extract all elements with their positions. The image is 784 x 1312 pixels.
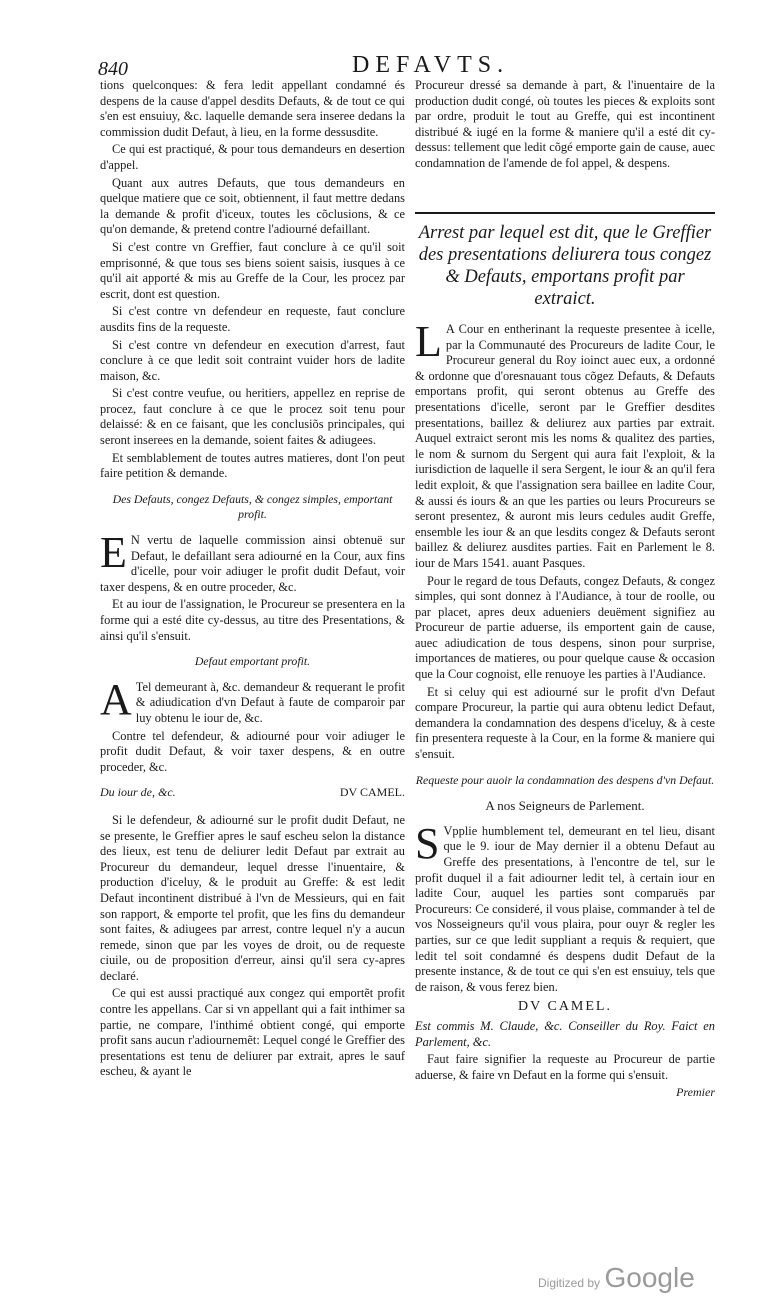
page-number: 840 xyxy=(98,58,128,80)
google-logo: Google xyxy=(604,1262,695,1293)
paragraph: Faut faire signifier la requeste au Procureur de partie aduerse, & faire vn Defaut en la forme qui s'ensuit. xyxy=(415,1052,715,1082)
paragraph-text: Vpplie humblement tel, demeurant en tel lieu, disant que le 9. iour de May dernier il a obtenu Defaut au Greffe des presentations, à l'encontre de tel, sur le profit duquel il a fait adiourner ledit tel, à certain iour en ladite Cour, auquel les parties sont comparuës par Procureurs: Ce consideré, il vous plaise, commander à tel de vos Nosseigneurs qu'il vous plaira, pour ouyr & regler les parties, sur ce que ledit suppliant a requis & requiert, que ledit tel soit condamné és despens dudit Defaut de la presente instance, & de tout ce qui s'en est ensuiuy, tels que de raison, & vous ferez bien. xyxy=(415,823,715,994)
commission-note: Est commis M. Claude, &c. Conseiller du Roy. Faict en Parlement, &c. xyxy=(415,1018,715,1049)
paragraph-text: Tel demeurant à, &c. demandeur & requerant le profit & adiudication d'vn Defaut à faute de comparoir par luy obtenu le iour de, &c. xyxy=(135,679,405,725)
paragraph: Pour le regard de tous Defauts, congez Defauts, & congez simples, qui sont donnez à l'Audiance, à tour de roolle, ou par placet, apres deux adueniers deuëment signifiez au Procureur de partie aduerse, ils emportent gain de cause, auec adiudication de tous despens, sinon pour surprise, importances de matieres, ou pour quelque cause & occasion que la Cour cognoist, elle renuoye les parties à l'Audiance. xyxy=(415,573,715,682)
signature: DV CAMEL. xyxy=(339,785,405,800)
right-column-lower xyxy=(415,222,715,1101)
paragraph-text: A Cour en entherinant la requeste presentee à icelle, par la Communauté des Procureurs de ladite Cour, le Procureur general du Roy ioinct auec eux, a ordonné & ordonne que d'oresnauant tous cõgez Defauts, & Defauts emportans profit, qui seront obtenus au Greffe des presentations d'icelle, seront par le Greffier desdites presentations, baillez & deliurez aux parties par extrait. Auquel extraict seront mis les noms & qualitez des parties, le nom & surnom du Sergent qui aura fait l'exploit, & la iurisdiction de laquelle il sera Sergent, le iour & an qu'il fera ledit exploit, & que l'assignation sera baillee en ladite Cour, & aussi és iours & an que les parties ou leurs Procureurs se seront presentez, & auront mis leurs cedules audit Greffe, ensemble les iour & an que lesdits congez & Defauts seront baillez & deliurez ausdites parties. Fait en Parlement le 8. iour de Mars 1541. auant Pasques. xyxy=(415,322,715,570)
paragraph: tions quelconques: & fera ledit appellant condamné és despens de la cause d'appel desdits Defauts, & de tout ce qui s'en est ensuiuy, &c. laquelle demande sera inseree dedans la commission dudit Defaut, à lieu, en la forme dessusdite. xyxy=(100,78,405,139)
paragraph: Ce qui est aussi practiqué aux congez qui emportẽt profit contre les appellans. Car si vn appellant qui a fait inthimer sa partie, ne compare, l'inthimé obtient congé, qui emporte profit sans aucun r'adiournemẽt: Lequel congé le Greffier des presentations est tenu de deliurer par extrait, apres le sauf escheu, & ayant le xyxy=(100,986,405,1079)
paragraph xyxy=(100,674,405,727)
address-line: A nos Seigneurs de Parlement. xyxy=(485,798,645,814)
paragraph: Si c'est contre veufue, ou heritiers, appellez en reprise de procez, faut conclure à ce que le procez soit tenu pour delaissé: & en ce faisant, que les conclusiõs principales, qui seront inserees en la demande, soient faites & adiugees. xyxy=(100,386,405,448)
drop-cap: A xyxy=(100,674,132,724)
paragraph: Et au iour de l'assignation, le Procureur se presentera en la forme qui a esté dite cy-dessus, au titre des Presentations, & ainsi qu'il s'ensuit. xyxy=(100,597,405,643)
paragraph: Quant aux autres Defauts, que tous demandeurs en quelque matiere que ce soit, obtiennent, il faut mettre dedans la demande & profit d'iceux, toutes les cõclusions, & ce qu'on demande, & pretend contre l'adiourné defaillant. xyxy=(100,175,405,237)
catchword: Premier xyxy=(676,1085,715,1100)
running-title: DEFAVTS. xyxy=(352,52,510,78)
left-column xyxy=(100,78,405,1082)
paragraph: Contre tel defendeur, & adiourné pour voir adiuger le profit dudit Defaut, & voir taxer despens, & en outre proceder, &c. xyxy=(100,728,405,774)
paragraph xyxy=(415,818,715,996)
section-heading: Requeste pour auoir la condamnation des despens d'vn Defaut. xyxy=(415,772,715,787)
paragraph xyxy=(100,528,405,595)
right-column xyxy=(415,78,715,174)
drop-cap: L xyxy=(415,317,442,366)
arrest-title: Arrest par lequel est dit, que le Greffier des presentations deliurera tous congez & Defauts, emportans profit par extraict. xyxy=(418,223,712,309)
drop-cap: E xyxy=(100,528,127,578)
drop-cap: S xyxy=(415,818,440,868)
paragraph: Et si celuy qui est adiourné sur le profit d'vn Defaut compare Procureur, la partie qui aura obtenu ledict Defaut, demandera la condamnation des despens d'iceluy, & à ceste fin presentera requeste à la Cour, en la forme & maniere qui s'ensuit. xyxy=(415,684,715,762)
date-line: Du iour de, &c. xyxy=(100,785,176,800)
watermark-prefix: Digitized by xyxy=(538,1276,601,1290)
paragraph: Procureur dressé sa demande à part, & l'inuentaire de la production dudit congé, où toutes les pieces & exploits sont par ordre, produit le tout au Greffe, qui est incontinent distribué & iugé en la forme & maniere qu'il a esté dit cy-dessus: tellement que ledit cõgé emporte gain de cause, auec condamnation de l'amende de fol appel, & despens. xyxy=(415,78,716,170)
paragraph xyxy=(415,317,715,572)
paragraph: Et semblablement de toutes autres matieres, dont l'on peut faire petition & demande. xyxy=(100,450,405,481)
paragraph-text: N vertu de laquelle commission ainsi obtenuë sur Defaut, le defaillant sera adiourné en la Cour, aux fins d'icelle, pour voir adiuger le profit dudit Defaut, voir taxer despens, & en outre proceder, &c. xyxy=(100,533,405,594)
date-signature-line xyxy=(100,785,405,801)
paragraph: Ce qui est practiqué, & pour tous demandeurs en desertion d'appel. xyxy=(100,142,405,172)
paragraph: Si c'est contre vn Greffier, faut conclure à ce qu'il soit emprisonné, & que tous ses biens soient saisis, iusques à ce qu'il ait apporté & mis au Greffe de la Cour, les procez par escrit, dont est question. xyxy=(100,239,405,301)
paragraph: Si c'est contre vn defendeur en requeste, faut conclure ausdits fins de la requeste. xyxy=(100,304,405,334)
paragraph: Si c'est contre vn defendeur en execution d'arrest, faut conclure à ce que ledit soit contraint vuider hors de ladite maison, &c. xyxy=(100,337,405,383)
digitized-watermark xyxy=(538,1262,695,1294)
signature: DV CAMEL. xyxy=(518,999,612,1015)
section-rule xyxy=(415,212,715,214)
section-heading: Defaut emportant profit. xyxy=(194,654,311,669)
section-heading: Des Defauts, congez Defauts, & congez simples, emportant profit. xyxy=(112,491,393,522)
paragraph: Si le defendeur, & adiourné sur le profit dudit Defaut, ne se presente, le Greffier apres le sauf escheu selon la distance des lieux, est tenu de deliurer ledit Defaut par extrait au Procureur du demandeur, lequel dresse l'inuentaire, & production d'iceluy, & le produit au Greffe: & est ledit Defaut incontinent distribué à l'vn de Messieurs, qui en fait son rapport, & emporte tel profit, que les fins du demandeur sont faites, & adiugees par arrest, contre lequel n'y a aucun remede, sinon que par les voyes de droit, ou de requeste ciuile, ou de proposition d'erreur, ainsi qu'il sera cy-apres declaré. xyxy=(100,812,405,983)
